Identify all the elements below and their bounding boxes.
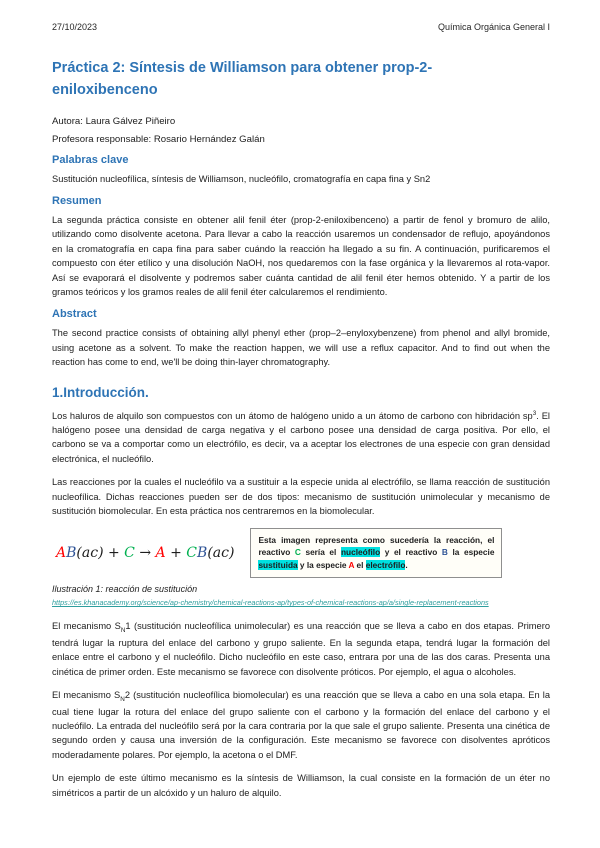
note-text: y la especie [297, 560, 349, 571]
equation-text: (ac) + [76, 544, 125, 561]
note-reactant-a: A [348, 560, 355, 571]
sn1-paragraph [52, 619, 550, 679]
intro-paragraph-1 [52, 409, 550, 467]
abstract-text: The second practice consists of obtaining allyl phenyl ether (prop–2–enyloxybenzene) from phenol and allyl bromide, using acetone as a solvent. To make the reaction happen, we will use a reflux capacitor. And to find out when the reaction has come to end, we'll be doing thin-layer chromatography. [52, 328, 550, 368]
intro-p1-text-cont: . El halógeno posee una densidad de carga negativa y el carbono posee una densidad de carga positiva. Por ello, el carbono se va a comportar como un electrófilo, es decir, va a aceptar los electrones de una especie con gran densidad electrónica, el nucleófilo. [52, 410, 550, 464]
figure-note-box [250, 528, 502, 579]
resumen-heading: Resumen [52, 194, 102, 207]
figure-substitution-reaction [52, 528, 550, 579]
note-text: y el reactivo [380, 547, 442, 558]
note-reactant-c: C [294, 547, 301, 558]
sn1-subscript-n: N [120, 626, 126, 634]
equation-reactant-c: C [124, 544, 135, 561]
source-hyperlink[interactable]: https://es.khanacademy.org/science/ap-chemistry/chemical-reactions-ap/types-of-chemical-reactions-ap/a/single-replacement-reactions [52, 598, 489, 608]
equation-reactant-b: B [66, 544, 77, 561]
note-text: la especie [447, 547, 495, 558]
introduction-heading: 1.Introducción. [52, 384, 149, 400]
sn1-text-cont: 1 (sustitución nucleofílica unimolecular) es una reacción que se lleva a cabo en dos etapas. Primero tendrá lugar la ruptura del enlace del carbono y grupo saliente. En la segunda etapa, tendrá lugar la formación del enlace entre el carbono y el nucleófilo. Dicho nucleófilo en este caso, entrara por una de las dos caras. Presenta una cinética de primer orden. Este mecanismo se favorece con disolvente próticos. Por ejemplo, el agua o alcoholes. [52, 621, 550, 677]
figure-caption: Ilustración 1: reacción de sustitución [52, 584, 198, 595]
note-highlight-electrofilo: electrófilo [365, 560, 406, 571]
chemical-equation [52, 545, 234, 561]
intro-p1-text: Los haluros de alquilo son compuestos con un átomo de halógeno unido a un átomo de carbono con hibridación sp [52, 410, 533, 421]
note-text: sería el [300, 547, 341, 558]
note-text: . [405, 560, 408, 571]
author-line: Autora: Laura Gálvez Piñeiro [52, 115, 176, 127]
sn2-subscript-n: N [120, 695, 125, 703]
document-title: Práctica 2: Síntesis de Williamson para obtener prop-2-eniloxibenceno [52, 60, 433, 98]
note-reactant-b: B [441, 547, 448, 558]
sn2-text: El mecanismo S [52, 689, 121, 700]
equation-product-c: C [186, 544, 198, 561]
header-course-title: Química Orgánica General I [437, 22, 550, 32]
resumen-text: La segunda práctica consiste en obtener alil fenil éter (prop-2-eniloxibenceno) a partir de fenol y bromuro de alilo, utilizando como disolvente acetona. Para llevar a cabo la reacción usaremos un condensador de reflujo, apoyándonos en la cromatografía en capa fina para saber cuándo la reacción ha llegado a su fin. A continuación, purificaremos el compuesto con éter etílico y una disolución NaOH, nos quedaremos con la fase orgánica y la llevaremos al rota-vapor. Así se evaporará el disolvente y podremos saber cuánta cantidad de alil fenil éter hemos obtenido. Y a partir de los gramos teóricos y los gramos reales de alil fenil éter calcularemos el rendimiento. [52, 214, 550, 297]
equation-product-a: A [155, 544, 166, 561]
equation-plus: + [165, 544, 187, 561]
williamson-paragraph: Un ejemplo de este último mecanismo es la síntesis de Williamson, la cual consiste en la formación de un éter no simétricos a partir de un alcóxido y un haluro de alquilo. [52, 773, 550, 798]
equation-reactant-a: A [56, 544, 67, 561]
equation-state: (ac) [207, 544, 235, 561]
note-highlight-nucleofilo: nucleófilo [340, 547, 381, 558]
note-text: el [354, 560, 366, 571]
sn2-text-cont: 2 (sustitución nucleofílica biomolecular) es una reacción que se lleva a cabo en una sola etapa. En la cual tiene lugar la rotura del enlace del grupo saliente con el carbono y la formación del enlace del carbono y el nucleófilo. La entrada del nucleófilo será por la cara contraria por la que sale el grupo saliente. Presenta una cinética de segundo orden y causa una inversión de la configuración. Este mecanismo se favorece con disolventes apróticos moderadamente polares. Por ejemplo, la acetona o el DMF. [52, 689, 551, 760]
abstract-heading: Abstract [52, 308, 97, 321]
sn2-paragraph [52, 688, 550, 762]
sp3-superscript: 3 [532, 409, 537, 417]
sn1-text: El mecanismo S [52, 621, 121, 632]
equation-product-b: B [197, 544, 208, 561]
header-date: 27/10/2023 [52, 22, 98, 32]
page-header [52, 22, 550, 32]
note-highlight-sustituida: sustituida [258, 560, 298, 571]
keywords-heading: Palabras clave [52, 153, 129, 166]
keywords-text: Sustitución nucleofílica, síntesis de Williamson, nucleófilo, cromatografía en capa fina y Sn2 [52, 173, 431, 184]
intro-paragraph-2: Las reacciones por la cuales el nucleófilo va a sustituir a la especie unida al electrófilo, se llama reacción de sustitución nucleofílica. Dichas reacciones pueden ser de dos tipos: mecanismo de sustitución unimolecular y mecanismo de sustitución biomolecular. En esta práctica nos centraremos en la biomolecular. [52, 477, 550, 517]
professor-line: Profesora responsable: Rosario Hernández Galán [52, 133, 265, 145]
equation-arrow: → [134, 544, 156, 561]
note-text: Esta imagen representa como sucedería la reacción, el reactivo [258, 534, 495, 558]
